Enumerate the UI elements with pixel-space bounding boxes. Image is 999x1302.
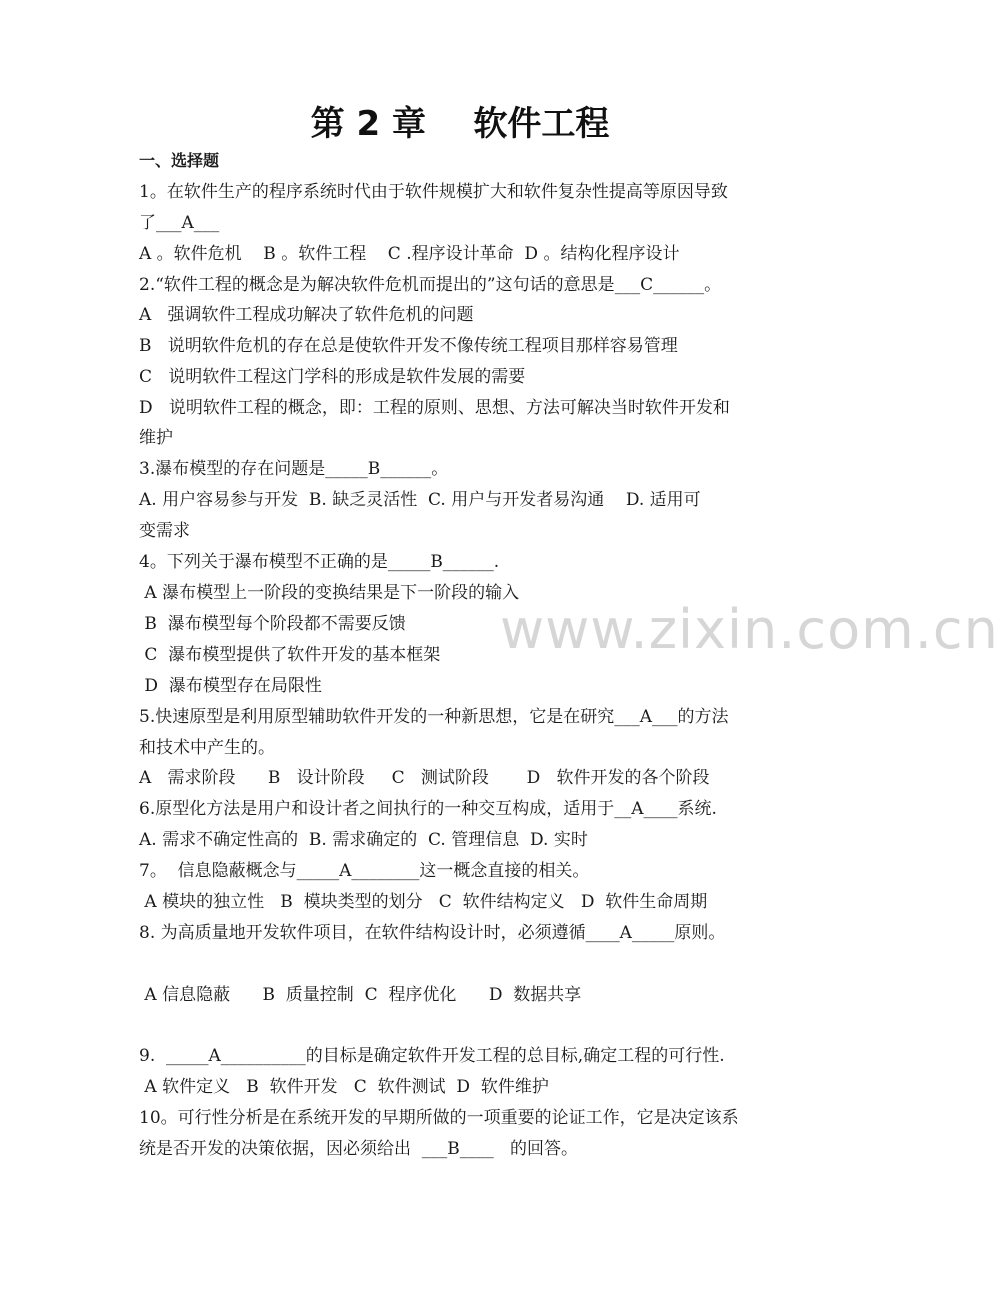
text-line: 6.原型化方法是用户和设计者之间执行的一种交互构成，适用于__A____系统. bbox=[139, 799, 717, 819]
text-line: B 瀑布模型每个阶段都不需要反馈 bbox=[139, 614, 406, 634]
text-line: 和技术中产生的。 bbox=[139, 738, 275, 758]
text-line: 10。可行性分析是在系统开发的早期所做的一项重要的论证工作，它是决定该系 bbox=[139, 1108, 739, 1128]
text-line: D 瀑布模型存在局限性 bbox=[139, 676, 322, 696]
text-line: 7。 信息隐蔽概念与_____A________这一概念直接的相关。 bbox=[139, 861, 590, 881]
text-line: 1。在软件生产的程序系统时代由于软件规模扩大和软件复杂性提高等原因导致 bbox=[139, 182, 728, 202]
text-line: C 瀑布模型提供了软件开发的基本框架 bbox=[139, 645, 441, 665]
text-line: A 强调软件工程成功解决了软件危机的问题 bbox=[139, 305, 474, 325]
text-line: 4。下列关于瀑布模型不正确的是_____B______. bbox=[139, 552, 500, 572]
text-line: A 需求阶段 B 设计阶段 C 测试阶段 D 软件开发的各个阶段 bbox=[139, 768, 710, 788]
chapter-title: 第 2 章 软件工程 bbox=[310, 104, 610, 144]
text-line: A 信息隐蔽 B 质量控制 C 程序优化 D 数据共享 bbox=[139, 985, 582, 1005]
text-line: D 说明软件工程的概念，即：工程的原则、思想、方法可解决当时软件开发和 bbox=[139, 398, 730, 418]
text-line: 8. 为高质量地开发软件项目，在软件结构设计时，必须遵循____A_____原则。 bbox=[139, 923, 726, 943]
text-line: C 说明软件工程这门学科的形成是软件发展的需要 bbox=[139, 367, 526, 387]
section-heading: 一、选择题 bbox=[139, 151, 220, 170]
text-line: A 。软件危机 B 。软件工程 C .程序设计革命 D 。结构化程序设计 bbox=[139, 244, 680, 264]
text-line: B 说明软件危机的存在总是使软件开发不像传统工程项目那样容易管理 bbox=[139, 336, 678, 356]
text-line: 2.“软件工程的概念是为解决软件危机而提出的”这句话的意思是___C______。 bbox=[139, 275, 722, 295]
text-line: 维护 bbox=[139, 428, 173, 448]
text-line: A. 需求不确定性高的 B. 需求确定的 C. 管理信息 D. 实时 bbox=[139, 830, 588, 850]
text-line: A 瀑布模型上一阶段的变换结果是下一阶段的输入 bbox=[139, 583, 520, 603]
text-line: 了___A___ bbox=[139, 213, 220, 233]
text-line: 3.瀑布模型的存在问题是_____B______。 bbox=[139, 459, 449, 479]
watermark: www.zixin.com.cn bbox=[500, 598, 999, 661]
text-line: A 模块的独立性 B 模块类型的划分 C 软件结构定义 D 软件生命周期 bbox=[139, 892, 708, 912]
text-line: A. 用户容易参与开发 B. 缺乏灵活性 C. 用户与开发者易沟通 D. 适用可 bbox=[139, 490, 701, 510]
text-line: 9. _____A__________的目标是确定软件开发工程的总目标,确定工程的可行性. bbox=[139, 1046, 725, 1066]
text-line: 统是否开发的决策依据，因必须给出 ___B____ 的回答。 bbox=[139, 1139, 579, 1159]
text-line: 5.快速原型是利用原型辅助软件开发的一种新思想，它是在研究___A___的方法 bbox=[139, 707, 729, 727]
text-line: 变需求 bbox=[139, 521, 190, 541]
text-line: A 软件定义 B 软件开发 C 软件测试 D 软件维护 bbox=[139, 1077, 549, 1097]
